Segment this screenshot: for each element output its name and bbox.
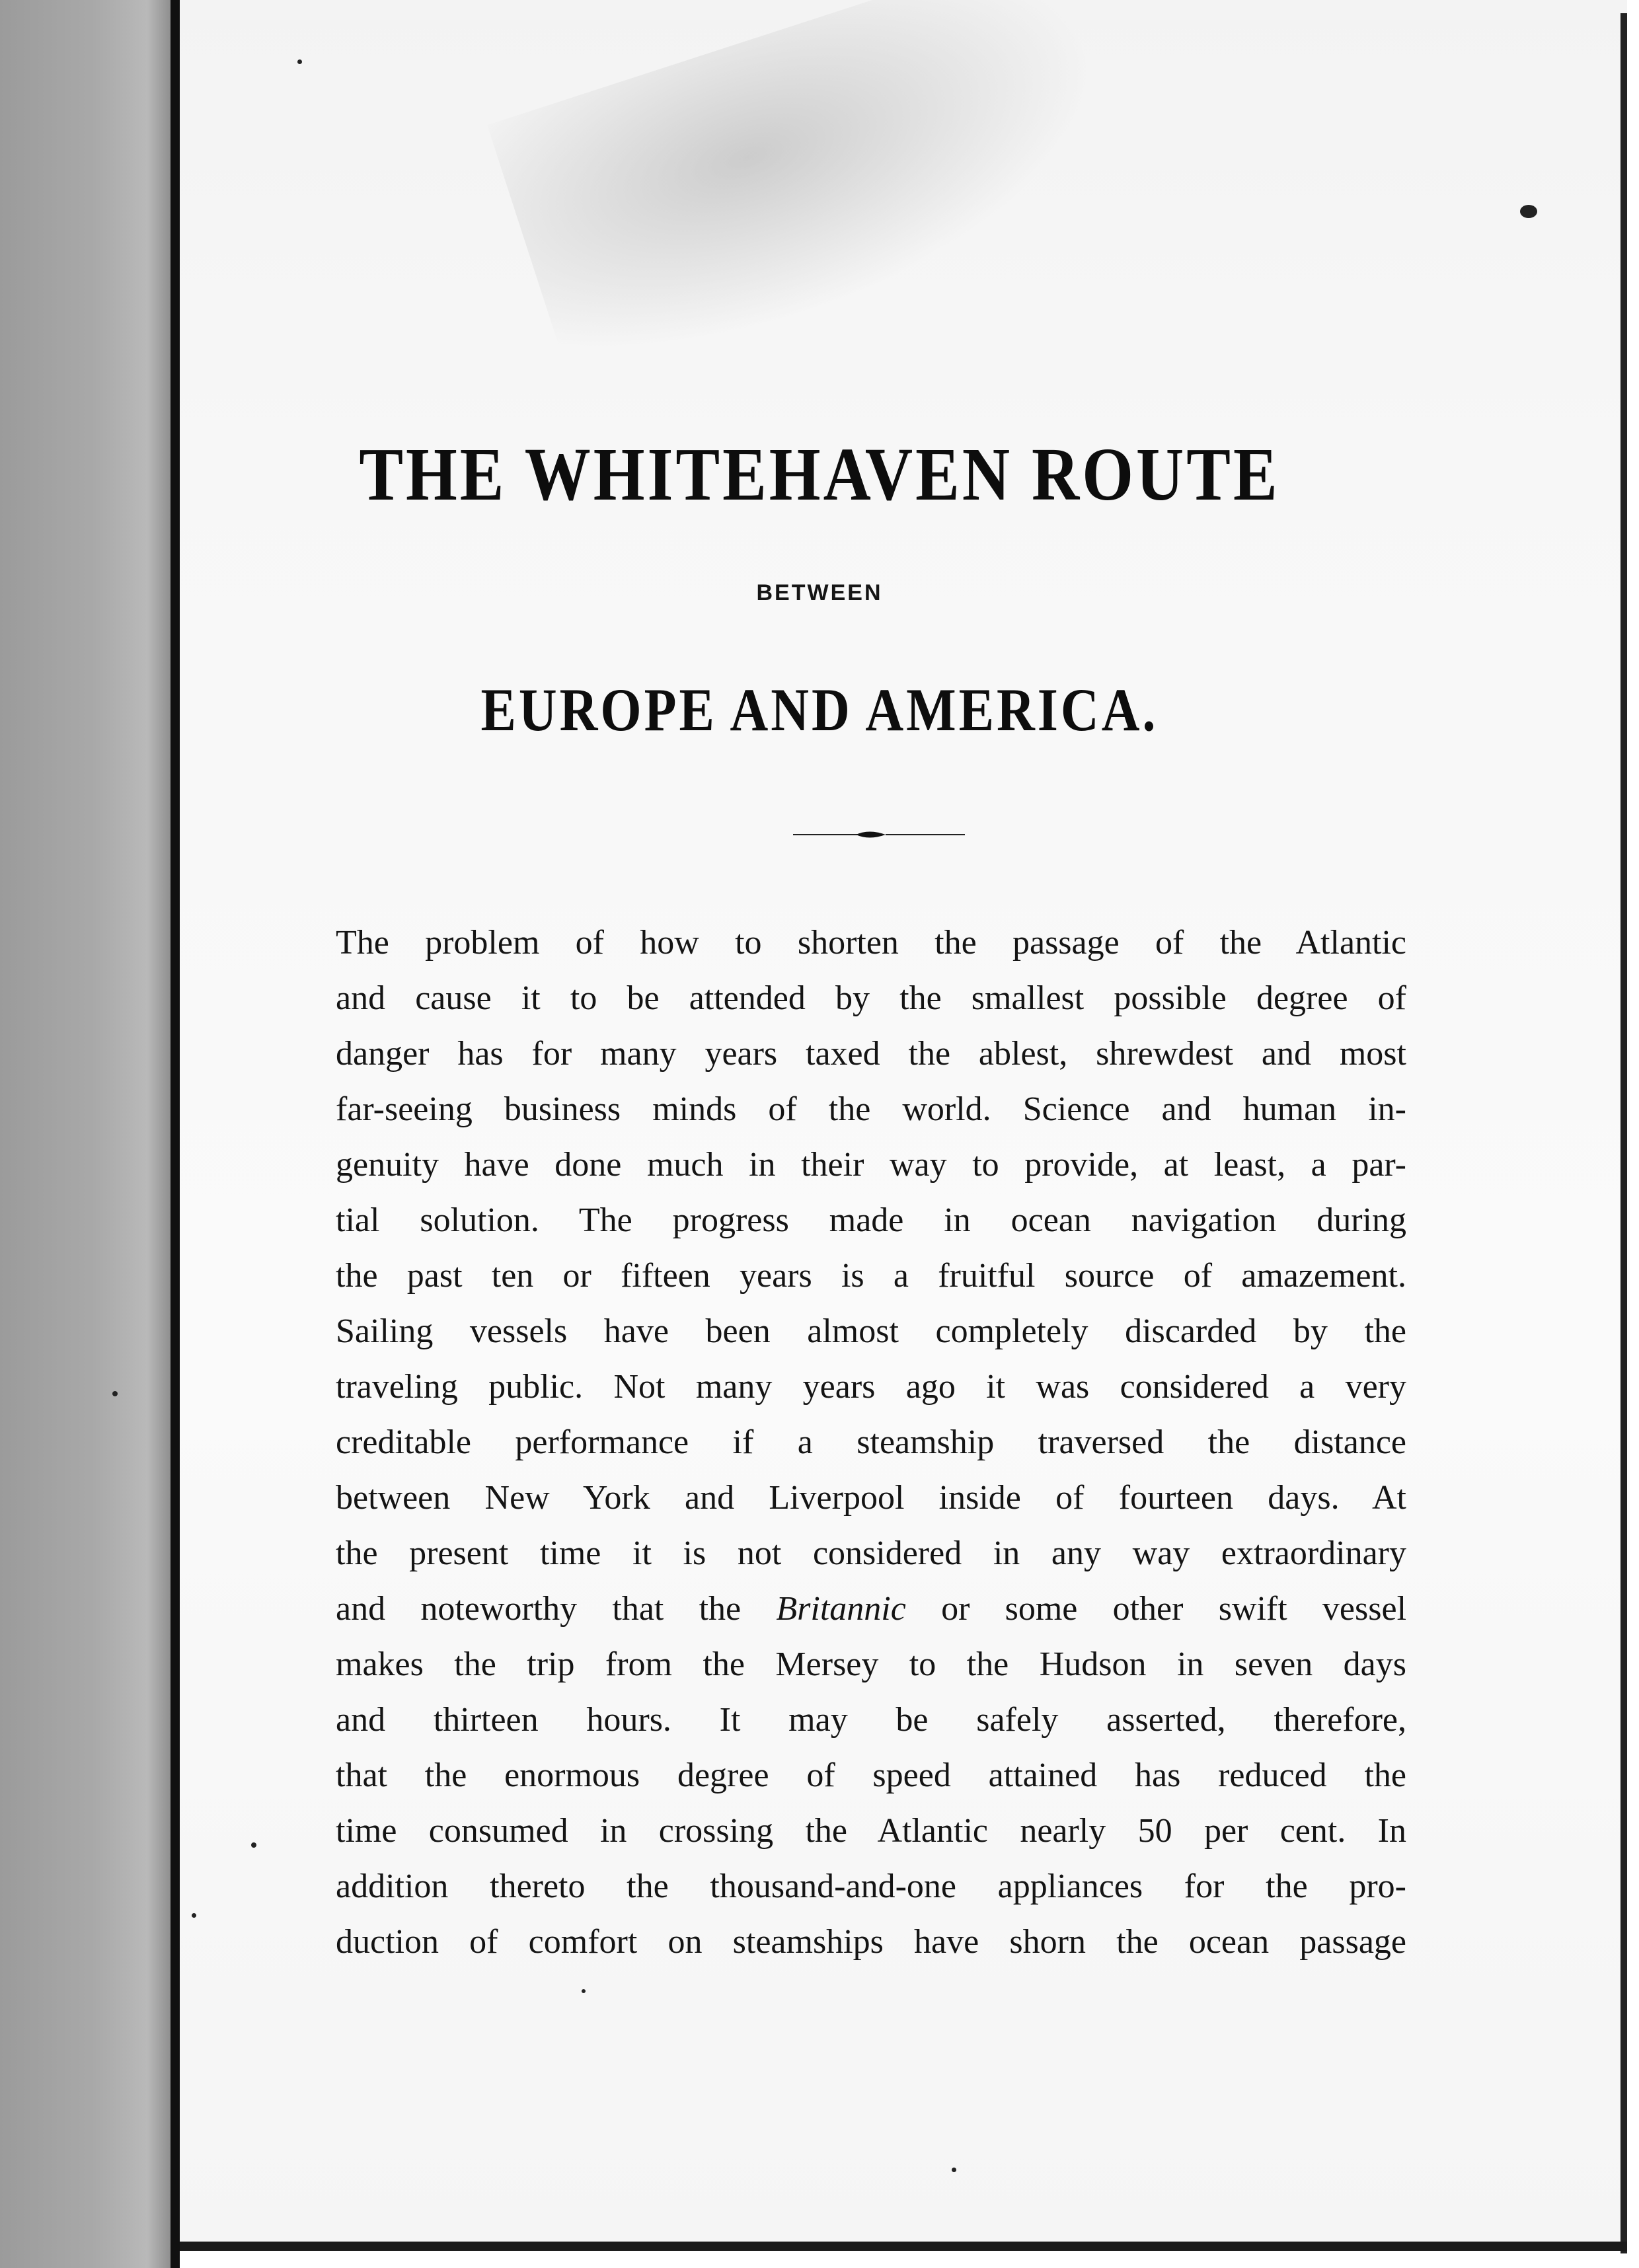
body-paragraph <box>336 915 1406 1970</box>
text-line: traveling public. Not many years ago it was considered a very <box>336 1368 1406 1406</box>
text-line: danger has for many years taxed the ablest, shrewdest and most <box>336 1035 1406 1073</box>
text-line: between New York and Liverpool inside of fourteen days. At <box>336 1479 1406 1517</box>
text-line: Sailing vessels have been almost completely discarded by the <box>336 1312 1406 1350</box>
text-line: and thirteen hours. It may be safely asserted, therefore, <box>336 1701 1406 1739</box>
ship-name: Britannic <box>776 1590 906 1628</box>
text-line: the present time it is not considered in any way extraordinary <box>336 1534 1406 1572</box>
ink-speck <box>251 1842 256 1848</box>
text-line: makes the trip from the Mersey to the Hudson in seven days <box>336 1645 1406 1683</box>
page-bottom-edge <box>180 2242 1627 2251</box>
text-line: genuity have done much in their way to provide, at least, a par- <box>336 1146 1406 1184</box>
ink-speck <box>952 2168 956 2172</box>
ink-speck <box>1520 205 1537 218</box>
text-line: tial solution. The progress made in ocean navigation during <box>336 1201 1406 1239</box>
text-line: creditable performance if a steamship traversed the distance <box>336 1423 1406 1461</box>
text-line: time consumed in crossing the Atlantic nearly 50 per cent. In <box>336 1812 1406 1850</box>
ink-speck <box>582 1989 586 1993</box>
binding-shadow <box>171 0 180 2268</box>
ornament-divider <box>793 825 965 845</box>
text-fragment: and noteworthy that the <box>336 1590 742 1628</box>
text-line: far-seeing business minds of the world. Science and human in- <box>336 1090 1406 1128</box>
ink-speck <box>297 59 302 64</box>
text-line: the past ten or fifteen years is a fruitful source of amazement. <box>336 1257 1406 1295</box>
book-binding <box>0 0 173 2268</box>
page-right-edge <box>1620 13 1627 2253</box>
ink-speck <box>192 1913 196 1918</box>
text-line: The problem of how to shorten the passage of the Atlantic <box>336 924 1406 962</box>
document-subtitle: EUROPE AND AMERICA. <box>480 677 1159 744</box>
text-line: duction of comfort on steamships have shorn the ocean passage <box>336 1923 1406 1961</box>
text-line: addition thereto the thousand-and-one appliances for the pro- <box>336 1868 1406 1905</box>
text-line-with-ship-name <box>336 1581 1406 1637</box>
title-connector: BETWEEN <box>756 580 883 605</box>
text-line: that the enormous degree of speed attained has reduced the <box>336 1757 1406 1794</box>
document-title: THE WHITEHAVEN ROUTE <box>359 432 1280 517</box>
text-fragment: or some other swift vessel <box>941 1590 1407 1628</box>
ink-speck <box>112 1391 118 1396</box>
text-line: and cause it to be attended by the smallest possible degree of <box>336 979 1406 1017</box>
